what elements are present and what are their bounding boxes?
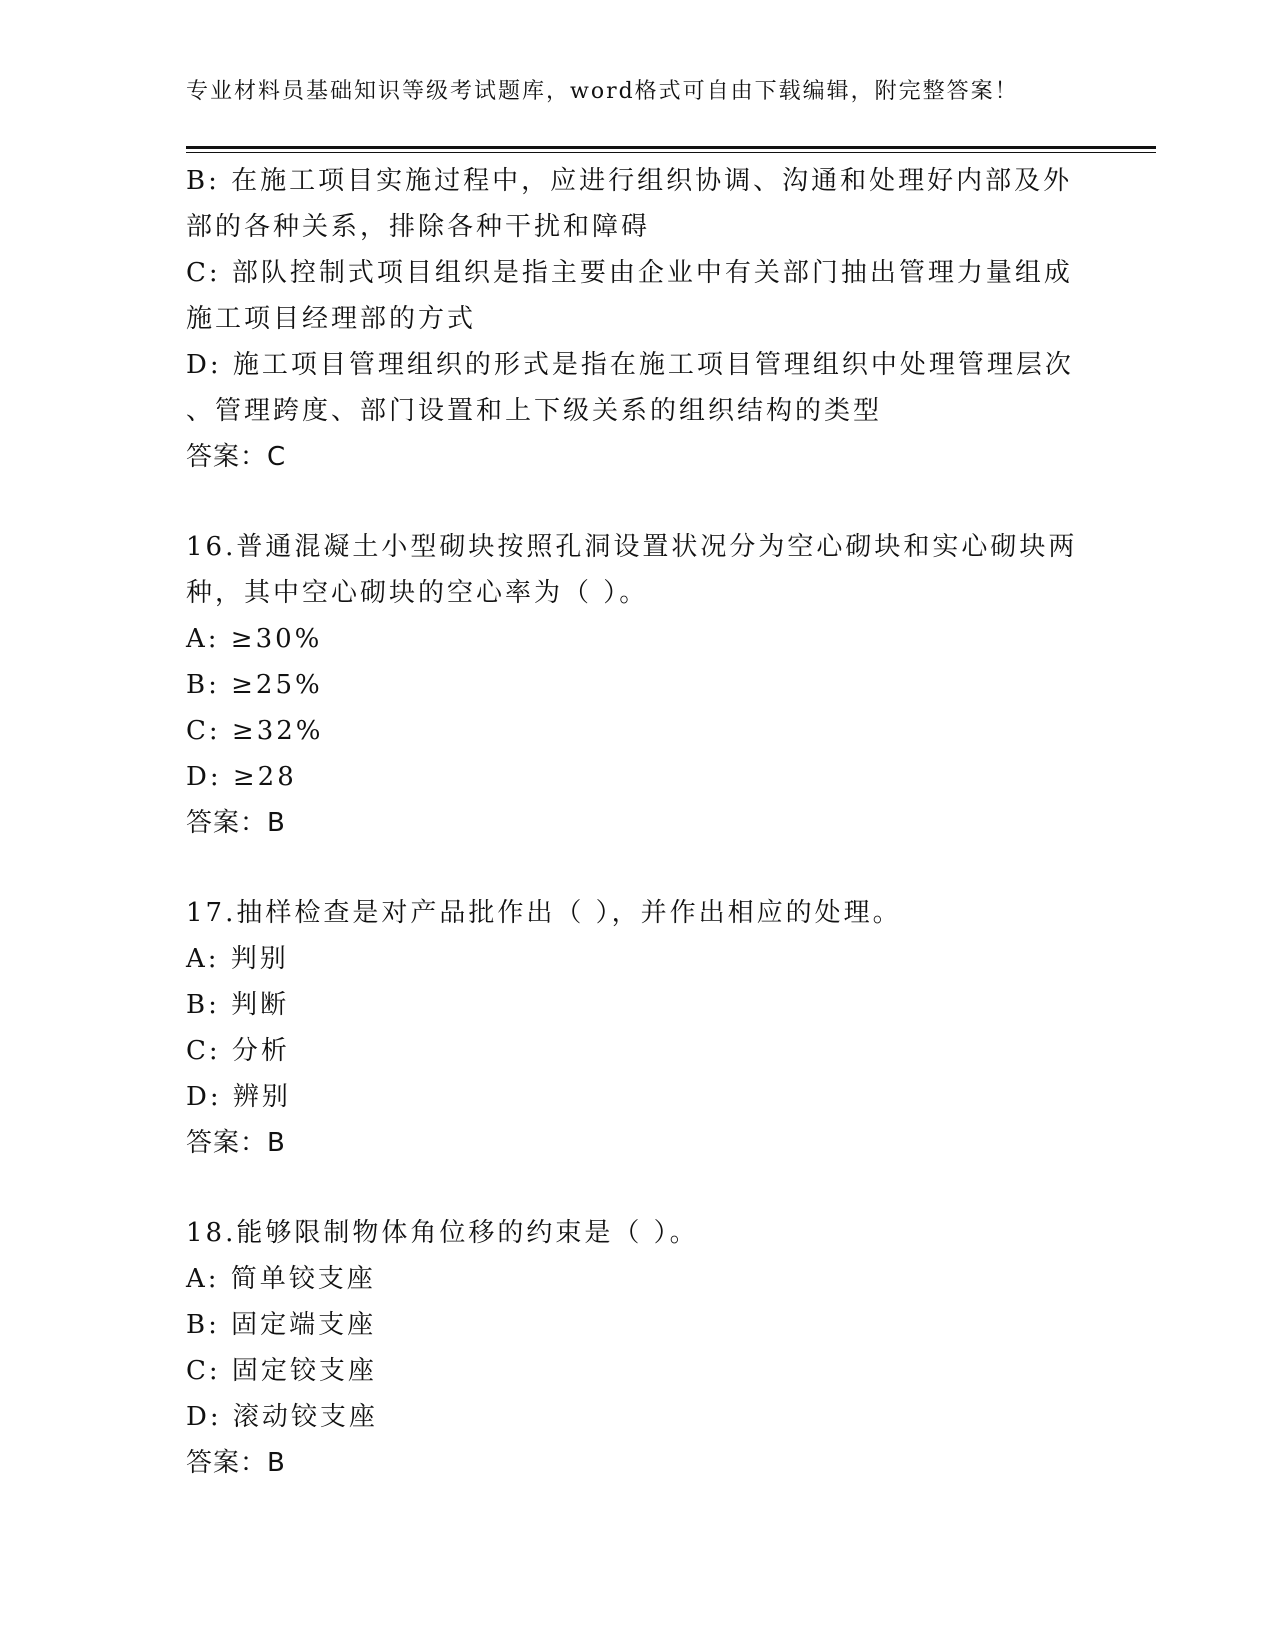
option-b: B: ≥25% (186, 670, 323, 700)
question-stem: 16.普通混凝土小型砌块按照孔洞设置状况分为空心砌块和实心砌块两 (186, 532, 1078, 562)
question-17 (186, 890, 1086, 1166)
option-c: C: 分析 (186, 1036, 290, 1066)
option-a: A: ≥30% (186, 624, 323, 654)
option-line: C: 部队控制式项目组织是指主要由企业中有关部门抽出管理力量组成 (186, 258, 1073, 288)
option-d: D: ≥28 (186, 762, 297, 792)
option-a: A: 简单铰支座 (186, 1264, 376, 1294)
option-c: C: ≥32% (186, 716, 324, 746)
option-b: B: 判断 (186, 990, 290, 1020)
option-d: D: 辨别 (186, 1082, 291, 1112)
option-b: B: 固定端支座 (186, 1310, 377, 1340)
option-line: 、管理跨度、部门设置和上下级关系的组织结构的类型 (186, 396, 883, 426)
question-stem: 18.能够限制物体角位移的约束是（ ）。 (186, 1218, 699, 1248)
option-line: 部的各种关系，排除各种干扰和障碍 (186, 212, 651, 242)
page-header: 专业材料员基础知识等级考试题库，word格式可自由下载编辑，附完整答案！ (186, 79, 1019, 104)
header-rule-thin (186, 152, 1156, 153)
answer-line: 答案：B (186, 808, 286, 838)
question-stem: 种，其中空心砌块的空心率为（ ）。 (186, 578, 649, 608)
answer-line: 答案：B (186, 1128, 286, 1158)
answer-line: 答案：C (186, 442, 287, 472)
option-line: B: 在施工项目实施过程中，应进行组织协调、沟通和处理好内部及外 (186, 166, 1073, 196)
option-d: D: 滚动铰支座 (186, 1402, 378, 1432)
option-c: C: 固定铰支座 (186, 1356, 377, 1386)
question-16 (186, 524, 1086, 846)
document-body (186, 158, 1086, 1486)
option-a: A: 判别 (186, 944, 289, 974)
header-rule-thick (186, 146, 1156, 149)
answer-line: 答案：B (186, 1448, 286, 1478)
question-18 (186, 1210, 1086, 1486)
previous-question-continuation (186, 158, 1086, 480)
option-line: D: 施工项目管理组织的形式是指在施工项目管理组织中处理管理层次 (186, 350, 1074, 380)
question-stem: 17.抽样检查是对产品批作出（ ），并作出相应的处理。 (186, 898, 902, 928)
option-line: 施工项目经理部的方式 (186, 304, 477, 334)
